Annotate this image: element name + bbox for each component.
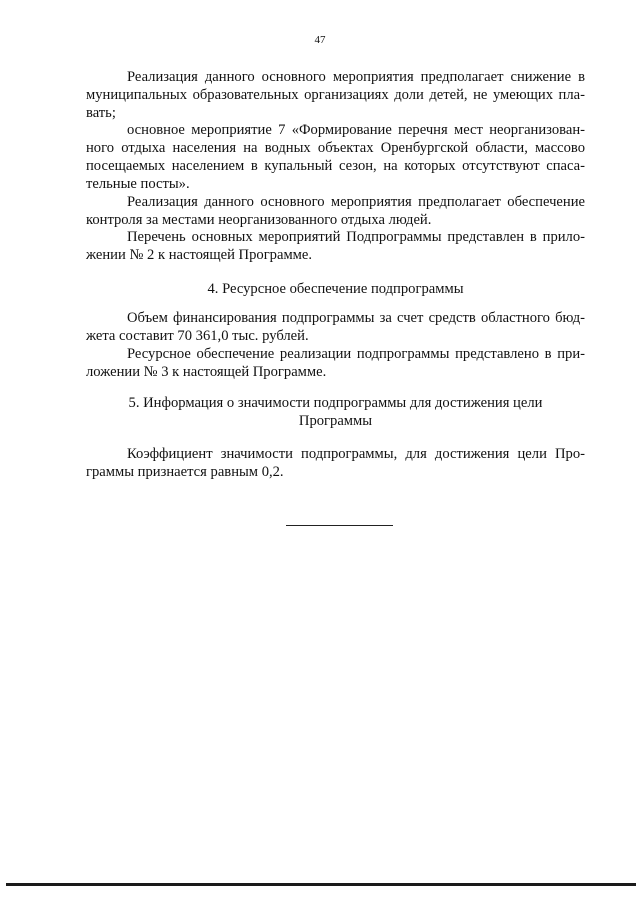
paragraph-line: тельные посты».	[86, 176, 190, 192]
page-number: 47	[314, 34, 326, 46]
paragraph-line: жении № 2 к настоящей Программе.	[86, 247, 313, 263]
paragraph-line: муниципальных образовательных организациях доли детей, не умеющих пла-	[86, 87, 585, 103]
paragraph-line: Реализация данного основного мероприятия предполагает обеспечение	[127, 194, 585, 210]
paragraph-line: посещаемых населением в купальный сезон, на которых отсутствуют спаса-	[86, 158, 585, 174]
paragraph-line: граммы признается равным 0,2.	[86, 464, 284, 480]
end-divider	[286, 525, 393, 526]
paragraph-line: ного отдыха населения на водных объектах Оренбургской области, массово	[86, 140, 585, 156]
paragraph-line: Реализация данного основного мероприятия предполагает снижение в	[127, 69, 585, 85]
bottom-rule	[6, 883, 636, 886]
paragraph-line: Коэффициент значимости подпрограммы, для достижения цели Про-	[127, 446, 585, 462]
paragraph-line: Ресурсное обеспечение реализации подпрограммы представлено в при-	[127, 346, 585, 362]
section-heading: Программы	[298, 413, 373, 429]
section-heading: 5. Информация о значимости подпрограммы для достижения цели	[128, 395, 543, 411]
paragraph-line: жета составит 70 361,0 тыс. рублей.	[86, 328, 309, 344]
paragraph-line: контроля за местами неорганизованного отдыха людей.	[86, 212, 432, 228]
paragraph-line: Перечень основных мероприятий Подпрограммы представлен в прило-	[127, 229, 585, 245]
section-heading: 4. Ресурсное обеспечение подпрограммы	[207, 281, 464, 297]
paragraph-line: Объем финансирования подпрограммы за счет средств областного бюд-	[127, 310, 585, 326]
paragraph-line: вать;	[86, 105, 116, 121]
paragraph-line: основное мероприятие 7 «Формирование перечня мест неорганизован-	[127, 122, 585, 138]
paragraph-line: ложении № 3 к настоящей Программе.	[86, 364, 327, 380]
